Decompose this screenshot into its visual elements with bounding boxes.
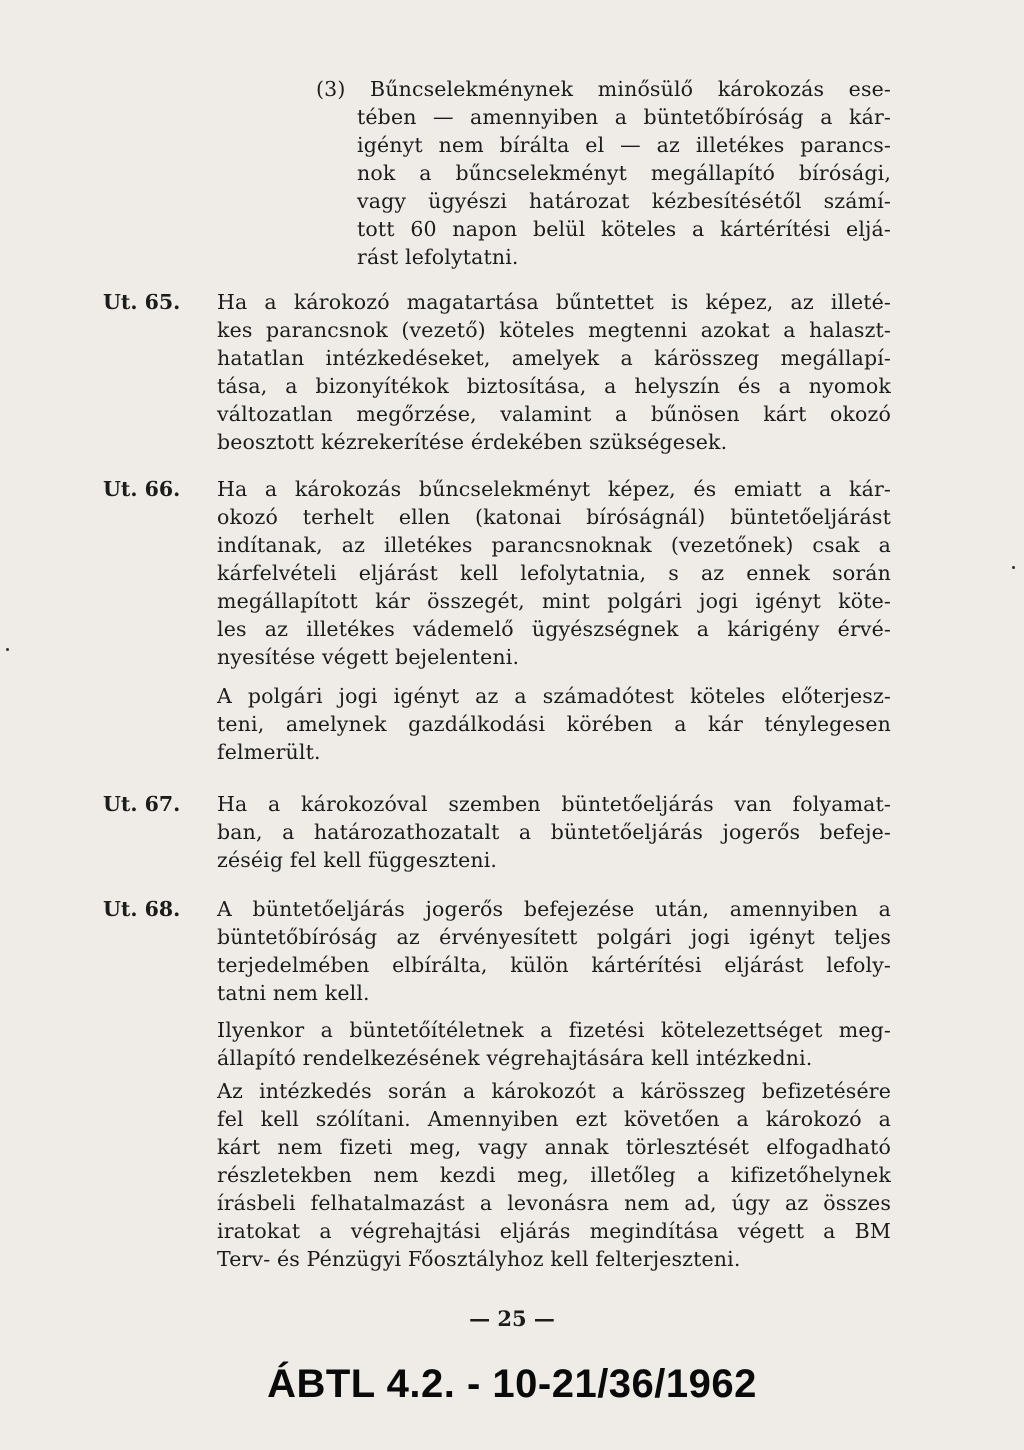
ut68-line-5: Ilyenkor a büntetőítéletnek a fizetési kötelezettséget meg- [217,1018,891,1042]
ut68-line-7: Az intézkedés során a károkozót a kárösszeg befizetésére [217,1079,891,1103]
ut67-line-1: Ha a károkozóval szemben büntetőeljárás van folyamat- [217,792,891,816]
ut68-line-6: állapító rendelkezésének végrehajtására kell intézkedni. [217,1046,813,1070]
archive-reference: ÁBTL 4.2. - 10-21/36/1962 [267,1362,757,1406]
ut66-line-7: nyesítése végett bejelenteni. [217,645,520,669]
para3-line-7: rást lefolytatni. [357,245,519,269]
ut66-line-8: A polgári jogi igényt az a számadótest köteles előterjesz- [217,684,891,708]
ut65-line-4: tása, a bizonyítékok biztosítása, a helyszín és a nyomok [217,374,891,398]
section-label-ut68: Ut. 68. [103,897,181,921]
ut65-line-6: beosztott kézrekerítése érdekében szükségesek. [217,430,728,454]
ut68-line-13: Terv- és Pénzügyi Főosztályhoz kell felterjeszteni. [217,1247,741,1271]
ut66-line-3: indítanak, az illetékes parancsnoknak (vezetőnek) csak a [217,533,891,557]
ut68-line-1: A büntetőeljárás jogerős befejezése után, amennyiben a [217,897,891,921]
ut66-line-1: Ha a károkozás bűncselekményt képez, és emiatt a kár- [217,477,891,501]
ut67-line-2: ban, a határozathozatalt a büntetőeljárás jogerős befeje- [217,820,891,844]
section-label-ut65: Ut. 65. [103,290,181,314]
para3-line-3: igényt nem bírálta el — az illetékes parancs- [357,133,891,157]
para3-line-6: tott 60 napon belül köteles a kártérítési eljá- [357,217,891,241]
ut66-line-10: felmerült. [217,740,321,764]
ut67-line-3: zéséig fel kell függeszteni. [217,848,498,872]
ut68-line-10: részletekben nem kezdi meg, illetőleg a kifizetőhelynek [217,1163,891,1187]
ut68-line-12: iratokat a végrehajtási eljárás megindítása végett a BM [217,1219,891,1243]
ut68-line-4: tatni nem kell. [217,981,370,1005]
ut68-line-2: büntetőbíróság az érvényesített polgári jogi igényt teljes [217,925,891,949]
ut66-line-4: kárfelvételi eljárást kell lefolytatnia, s az ennek során [217,561,891,585]
para3-line-4: nok a bűncselekményt megállapító bírósági, [357,161,891,185]
ut65-line-3: hatatlan intézkedéseket, amelyek a kárösszeg megállapí- [217,346,891,370]
section-label-ut67: Ut. 67. [103,792,181,816]
para3-line-5: vagy ügyészi határozat kézbesítésétől számí- [357,189,891,213]
margin-speck [1012,566,1015,569]
margin-speck [6,648,9,651]
ut68-line-8: fel kell szólítani. Amennyiben ezt követően a károkozó a [217,1107,891,1131]
ut66-line-2: okozó terhelt ellen (katonai bíróságnál) büntetőeljárást [217,505,891,529]
ut66-line-5: megállapított kár összegét, mint polgári jogi igényt köte- [217,589,891,613]
ut68-line-3: terjedelmében elbírálta, külön kártérítési eljárást lefoly- [217,953,891,977]
para3-line-2: tében — amennyiben a büntetőbíróság a kár- [357,105,891,129]
ut66-line-9: teni, amelynek gazdálkodási körében a kár ténylegesen [217,712,891,736]
ut65-line-1: Ha a károkozó magatartása bűntettet is képez, az illeté- [217,290,891,314]
ut65-line-2: kes parancsnok (vezető) köteles megtenni azokat a halaszt- [217,318,891,342]
ut68-line-11: írásbeli felhatalmazást a levonásra nem ad, úgy az összes [217,1191,891,1215]
page-number: — 25 — [469,1306,555,1331]
section-label-ut66: Ut. 66. [103,477,181,501]
ut65-line-5: változatlan megőrzése, valamint a bűnösen kárt okozó [217,402,891,426]
ut68-line-9: kárt nem fizeti meg, vagy annak törlesztését elfogadható [217,1135,891,1159]
ut66-line-6: les az illetékes vádemelő ügyészségnek a kárigény érvé- [217,617,891,641]
para3-line-1: (3) Bűncselekménynek minősülő károkozás ese- [316,77,891,101]
